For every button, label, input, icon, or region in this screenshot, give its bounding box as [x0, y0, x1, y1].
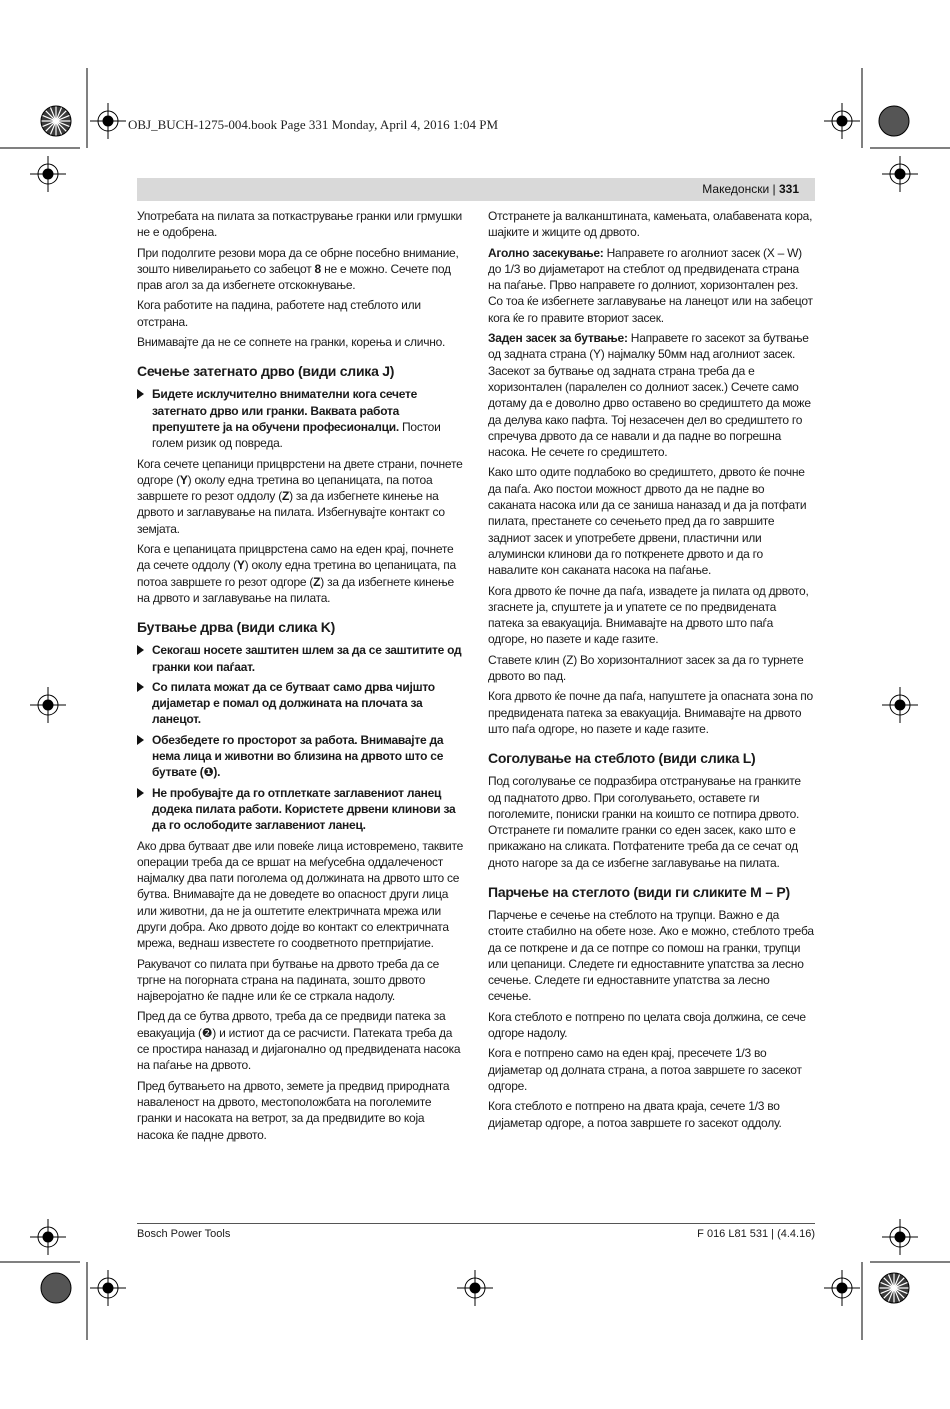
paragraph: При подолгите резови мора да се обрне посебно внимание, зошто нивелирањето со забецот 8 не е можно. Сечете под прав агол за да избегнете отскокнување. [137, 245, 459, 293]
paragraph: Заден засек за бутвање: Направете го засекот за бутвање од задната страна (Y) најмалку 50мм над аголниот засек. Засекот за бутвање од задната страна треба да е хоризонтален (паралелен со долниот засек.) Сечете само дотаму да е доволно дрво оставено во средиштето да може да делува како пафта. Тој незасечен дел во средиштето го спречува дрвото да се навали и да падне во погрешна насока. Не сечете го средиштето. [488, 331, 811, 460]
warning-bullet: Секогаш носете заштитен шлем за да се заштитите од гранки кои паѓаат. [137, 642, 463, 675]
paragraph: Кога дрвото ќе почне да паѓа, напуштете ја опасната зона по предвидената патека за евакуација. Внимавајте на дрвото што паѓа одгоре, но пазете и каде газите. [488, 689, 813, 736]
crosshair-mark [824, 1270, 860, 1306]
paragraph: Кога е потпрено само на еден крај, пресечете 1/3 во дијаметар од долната страна, а потоа завршете го засекот одгоре. [488, 1046, 802, 1093]
sunburst-mark [41, 106, 71, 136]
paragraph: Кога работите на падина, работете над стеблото или отстрана. [137, 298, 421, 329]
section-heading: Бутвање дрва (види слика K) [137, 619, 336, 636]
paragraph: Аголно засекување: Направете го аголниот засек (X – W) до 1/3 во дијаметарот на стеблот од предвидената страна на паѓање. Прво направете го долниот, хоризонтален рез. Со тоа ќе избегнете заглавување на ланецот или на забецот кога ќе го правите вториот засек. [488, 245, 813, 325]
footer-brand: Bosch Power Tools [137, 1228, 231, 1240]
paragraph: Кога стеблото е потпрено по целата своја должина, се сече одгоре надолу. [488, 1009, 806, 1041]
warning-bullet: Не пробувајте да го отплеткате заглавениот ланец додека пилата работи. Користете дрвени клинови за да го ослободите заглавениот ланец. [137, 785, 463, 834]
sunburst-mark [41, 1273, 71, 1303]
paragraph: Под соголување се подразбира отстранување на гранките од паднатото дрво. При соголувањето, оставете ги поголемите, пониски гранки на коишто се потпира дрвото. Отстранете ги помалите гранки со еден засек, како што е прикажано на сликата. Потфатените треба да се сечат од дното нагоре за да се избегне заглавување на пилата. [488, 774, 801, 870]
warning-bullet: Со пилата можат да се бутваат само дрва чијшто дијаметар е помал од должината на плочата за ланецот. [137, 679, 463, 728]
paragraph: Пред да се бутва дрвото, треба да се предвиди патека за евакуација (❷) и истиот да се расчисти. Патеката треба да се простира наназад и дијагонално од предвидената насока на паѓање на дрвото. [137, 1009, 461, 1073]
triangle-bullet-icon [137, 389, 144, 399]
paragraph: Кога дрвото ќе почне да паѓа, извадете ја пилата од дрвото, згаснете ја, спуштете ја и упатете се по предвидената патека за евакуација. Внимавајте на дрвото што паѓа одгоре, но пазете и каде газите. [488, 583, 809, 647]
paragraph: Употребата на пилата за поткастрување гранки или грмушки не е одобрена. [137, 209, 462, 240]
paragraph: Ракувачот со пилата при бутвање на дрвото треба да се тргне на погорната страна на падината, зошто дрвото најверојатно ќе падне или ќе се стркала надолу. [137, 956, 439, 1004]
crosshair-mark [30, 687, 66, 723]
section-heading: Парчење на стеглото (види ги сликите M – P) [488, 883, 790, 900]
right-column [488, 208, 814, 1135]
sunburst-mark [879, 106, 909, 136]
crosshair-mark [90, 1270, 126, 1306]
paragraph: Кога стеблото е потпрено на двата краја, сечете 1/3 во дијаметар одгоре, а потоа завршете го засекот оддолу. [488, 1099, 782, 1130]
left-column [137, 208, 463, 1147]
paragraph: Ако дрва бутваат две или повеќе лица истовремено, таквите операции треба да се вршат на меѓусебна оддалеченост најмалку два пати поголема од должината на дрвото што се бутва. Внимавајте да не доведете во опасност други лица или животни, да не ја оштетите електричната мрежа или други добра. Ако дрвото дојде во контакт со електричната мрежа, веднаш известете го соодветното претпријатие. [137, 838, 464, 951]
crosshair-mark [30, 156, 66, 192]
crosshair-mark [824, 103, 860, 139]
sunburst-mark [879, 1273, 909, 1303]
triangle-bullet-icon [137, 682, 144, 692]
page-number: 331 [778, 182, 799, 196]
crosshair-mark [457, 1270, 493, 1306]
footer-doc-number: F 016 L81 531 | (4.4.16) [697, 1228, 815, 1240]
paragraph: Парчење е сечење на стеблото на трупци. Важно е да стоите стабилно на обете нозе. Ако е можно, стеблото треба да се поткрене и да се потпре со помош на гранки, трупци или цепаници. Следете ги едноставните упатства за лесно сечење. Следете ги едноставните упатства за лесно сечење. [488, 907, 814, 1004]
footer-divider [137, 1223, 815, 1224]
header-separator: | [772, 182, 776, 196]
print-slug: OBJ_BUCH-1275-004.book Page 331 Monday, April 4, 2016 1:04 PM [128, 117, 499, 132]
paragraph: Како што одите подлабоко во средиштето, дрвото ќе почне да паѓа. Ако постои можност дрвото да не падне во саканата насока или да се заниша наназад и да ја потфати пилата, престанете со сечењето пред да го завршите задниот засек и употребете дрвени, пластични или алумински клинови да го поткренете дрвото и да го навалите кон саканата насока на паѓање. [488, 465, 807, 578]
paragraph: Внимавајте да не се сопнете на гранки, корења и слично. [137, 335, 446, 350]
crosshair-mark [882, 1219, 918, 1255]
triangle-bullet-icon [137, 645, 144, 655]
crosshair-mark [882, 156, 918, 192]
warning-bullet: Обезбедете го просторот за работа. Внимавајте да нема лица и животни во близина на дрвото што се бутвате (❶). [137, 732, 463, 781]
section-heading: Соголување на стеблото (види слика L) [488, 750, 756, 767]
warning-bullet: Бидете исклучително внимателни кога сечете затегнато дрво или гранки. Ваквата работа препуштете ја на обучени професионалци. Постои голем ризик од повреда. [137, 386, 463, 451]
header-language: Македонски [702, 182, 770, 196]
paragraph: Ставете клин (Z) Во хоризонталниот засек за да го турнете дрвото во пад. [488, 652, 804, 684]
paragraph: Кога сечете цепаници прицврстени на двете страни, почнете одгоре (Y) околу една третина во цепаницата, па потоа завршете го резот оддолу (Z) за да избегнете кинење на дрвото и заглавување на пилата. Избегнувајте контакт со земјата. [137, 456, 463, 536]
crosshair-mark [30, 1219, 66, 1255]
paragraph: Кога е цепаницата прицврстена само на еден крај, почнете да сечете оддолу (Y) околу една третина во цепаницата, па потоа завршете го резот одгоре (Z) за да избегнете кинење на дрвото и заглавување на пилата. [137, 542, 456, 605]
crosshair-mark [882, 687, 918, 723]
paragraph: Отстранете ја валканштината, камењата, олабавената кора, шајките и жиците од дрвото. [488, 209, 813, 240]
triangle-bullet-icon [137, 788, 144, 798]
section-heading: Сечење затегнато дрво (види слика J) [137, 363, 395, 380]
page-header [137, 178, 815, 201]
crosshair-mark [90, 103, 126, 139]
triangle-bullet-icon [137, 735, 144, 745]
paragraph: Пред бутвањето на дрвото, земете ја предвид природната наваленост на дрвото, местоположбата на поголемите гранки и насоката на ветрот, за да предвидите во која насока ќе падне дрвото. [137, 1078, 450, 1142]
